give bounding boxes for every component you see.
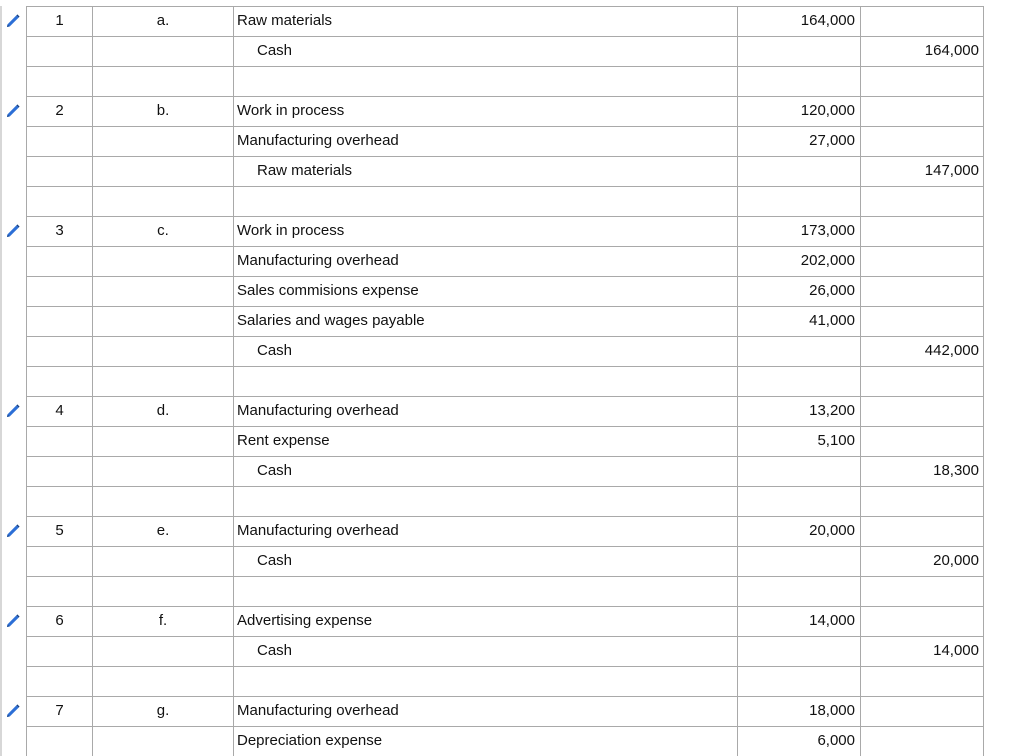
account-title-field[interactable]: Manufacturing overhead: [233, 517, 737, 546]
table-row: [26, 36, 984, 66]
table-row: [26, 96, 984, 126]
transaction-label: b.: [92, 97, 233, 126]
entry-number-cell: [26, 67, 92, 96]
account-title-field[interactable]: Depreciation expense: [233, 727, 737, 756]
table-row: [26, 456, 984, 486]
transaction-label: f.: [92, 607, 233, 636]
entry-number-cell: [26, 577, 92, 606]
table-row: [26, 306, 984, 336]
journal-entry: [26, 6, 984, 96]
edit-entry-button[interactable]: [4, 612, 22, 630]
table-row: [26, 546, 984, 576]
account-title-field[interactable]: Cash: [233, 337, 737, 366]
transaction-cell: [92, 487, 233, 516]
credit-field[interactable]: [860, 577, 984, 606]
debit-field[interactable]: 26,000: [737, 277, 860, 306]
transaction-cell: [92, 457, 233, 486]
entry-number-cell: [26, 307, 92, 336]
debit-field[interactable]: [737, 67, 860, 96]
table-row: [26, 726, 984, 756]
blank-row: [26, 66, 984, 96]
journal-entry: [26, 216, 984, 396]
transaction-label: d.: [92, 397, 233, 426]
transaction-cell: [92, 67, 233, 96]
pencil-icon: [4, 612, 22, 630]
credit-field[interactable]: [860, 427, 984, 456]
table-row: [26, 696, 984, 726]
entry-divider: [0, 96, 2, 216]
blank-row: [26, 666, 984, 696]
debit-field[interactable]: [737, 547, 860, 576]
edit-entry-button[interactable]: [4, 402, 22, 420]
entry-number-cell: [26, 37, 92, 66]
journal-entry: [26, 606, 984, 696]
table-row: [26, 276, 984, 306]
table-row: [26, 216, 984, 246]
credit-field[interactable]: [860, 247, 984, 276]
credit-field[interactable]: [860, 697, 984, 726]
edit-entry-button[interactable]: [4, 12, 22, 30]
debit-field[interactable]: 173,000: [737, 217, 860, 246]
debit-field[interactable]: [737, 637, 860, 666]
pencil-icon: [4, 102, 22, 120]
account-title-field[interactable]: Work in process: [233, 97, 737, 126]
entry-number-cell: [26, 667, 92, 696]
table-row: [26, 426, 984, 456]
credit-field[interactable]: [860, 187, 984, 216]
account-title-field[interactable]: Raw materials: [233, 157, 737, 186]
account-title-field[interactable]: Cash: [233, 37, 737, 66]
credit-field[interactable]: [860, 517, 984, 546]
credit-field[interactable]: [860, 277, 984, 306]
edit-entry-button[interactable]: [4, 522, 22, 540]
account-title-field[interactable]: Advertising expense: [233, 607, 737, 636]
table-row: [26, 336, 984, 366]
credit-field[interactable]: 164,000: [860, 37, 984, 66]
debit-field[interactable]: [737, 487, 860, 516]
transaction-cell: [92, 367, 233, 396]
entry-divider: [0, 216, 2, 396]
credit-field[interactable]: 18,300: [860, 457, 984, 486]
account-title-field[interactable]: Cash: [233, 547, 737, 576]
transaction-cell: [92, 307, 233, 336]
account-title-field[interactable]: Cash: [233, 457, 737, 486]
transaction-label: a.: [92, 7, 233, 36]
entry-number-cell: [26, 637, 92, 666]
entry-number-cell: [26, 247, 92, 276]
blank-row: [26, 186, 984, 216]
transaction-cell: [92, 667, 233, 696]
journal-entry: [26, 516, 984, 606]
debit-field[interactable]: [737, 577, 860, 606]
credit-field[interactable]: [860, 307, 984, 336]
debit-field[interactable]: [737, 367, 860, 396]
credit-field[interactable]: [860, 7, 984, 36]
credit-field[interactable]: [860, 607, 984, 636]
debit-field[interactable]: [737, 187, 860, 216]
entry-number: 1: [26, 7, 92, 36]
entry-number-cell: [26, 487, 92, 516]
entry-number: 2: [26, 97, 92, 126]
blank-row: [26, 366, 984, 396]
transaction-cell: [92, 157, 233, 186]
journal-entry: [26, 696, 984, 756]
pencil-icon: [4, 222, 22, 240]
entry-number: 6: [26, 607, 92, 636]
transaction-cell: [92, 637, 233, 666]
edit-entry-button[interactable]: [4, 222, 22, 240]
entry-divider: [0, 696, 2, 756]
debit-field[interactable]: 13,200: [737, 397, 860, 426]
entry-number-cell: [26, 367, 92, 396]
entry-divider: [0, 606, 2, 696]
entry-number-cell: [26, 727, 92, 756]
transaction-cell: [92, 37, 233, 66]
debit-field[interactable]: [737, 37, 860, 66]
account-title-field[interactable]: Salaries and wages payable: [233, 307, 737, 336]
transaction-cell: [92, 427, 233, 456]
credit-field[interactable]: [860, 217, 984, 246]
credit-field[interactable]: [860, 367, 984, 396]
credit-field[interactable]: 14,000: [860, 637, 984, 666]
credit-field[interactable]: [860, 727, 984, 756]
credit-field[interactable]: [860, 397, 984, 426]
entry-number: 4: [26, 397, 92, 426]
entry-number: 5: [26, 517, 92, 546]
entry-number: 3: [26, 217, 92, 246]
debit-field[interactable]: 14,000: [737, 607, 860, 636]
entry-number-cell: [26, 457, 92, 486]
transaction-cell: [92, 727, 233, 756]
account-title-field[interactable]: Manufacturing overhead: [233, 697, 737, 726]
entry-number-cell: [26, 187, 92, 216]
pencil-icon: [4, 702, 22, 720]
debit-field[interactable]: [737, 457, 860, 486]
account-title-field[interactable]: [233, 487, 737, 516]
transaction-cell: [92, 247, 233, 276]
entry-number-cell: [26, 547, 92, 576]
journal-entry: [26, 96, 984, 216]
debit-field[interactable]: [737, 337, 860, 366]
entry-divider: [0, 396, 2, 516]
debit-field[interactable]: 18,000: [737, 697, 860, 726]
entry-divider: [0, 6, 2, 96]
entry-number-cell: [26, 277, 92, 306]
account-title-field[interactable]: [233, 367, 737, 396]
table-row: [26, 156, 984, 186]
account-title-field[interactable]: Manufacturing overhead: [233, 397, 737, 426]
transaction-cell: [92, 277, 233, 306]
blank-row: [26, 486, 984, 516]
entry-number-cell: [26, 127, 92, 156]
account-title-field[interactable]: Manufacturing overhead: [233, 127, 737, 156]
debit-field[interactable]: 27,000: [737, 127, 860, 156]
account-title-field[interactable]: [233, 67, 737, 96]
entry-number-cell: [26, 427, 92, 456]
transaction-cell: [92, 337, 233, 366]
transaction-label: c.: [92, 217, 233, 246]
transaction-cell: [92, 547, 233, 576]
debit-field[interactable]: [737, 157, 860, 186]
table-row: [26, 246, 984, 276]
transaction-label: e.: [92, 517, 233, 546]
debit-field[interactable]: 5,100: [737, 427, 860, 456]
transaction-cell: [92, 127, 233, 156]
credit-field[interactable]: [860, 67, 984, 96]
blank-row: [26, 576, 984, 606]
account-title-field[interactable]: Raw materials: [233, 7, 737, 36]
credit-field[interactable]: [860, 487, 984, 516]
transaction-label: g.: [92, 697, 233, 726]
pencil-icon: [4, 402, 22, 420]
entry-number: 7: [26, 697, 92, 726]
debit-field[interactable]: 20,000: [737, 517, 860, 546]
account-title-field[interactable]: Work in process: [233, 217, 737, 246]
transaction-cell: [92, 187, 233, 216]
credit-field[interactable]: 147,000: [860, 157, 984, 186]
pencil-icon: [4, 522, 22, 540]
table-row: [26, 636, 984, 666]
debit-field[interactable]: 202,000: [737, 247, 860, 276]
account-title-field[interactable]: [233, 187, 737, 216]
journal-entry: [26, 396, 984, 516]
journal-entry-table: [26, 6, 984, 756]
entry-number-cell: [26, 337, 92, 366]
account-title-field[interactable]: Manufacturing overhead: [233, 247, 737, 276]
edit-entry-button[interactable]: [4, 702, 22, 720]
entry-divider: [0, 516, 2, 606]
credit-field[interactable]: [860, 127, 984, 156]
account-title-field[interactable]: [233, 577, 737, 606]
entry-number-cell: [26, 157, 92, 186]
debit-field[interactable]: 120,000: [737, 97, 860, 126]
transaction-cell: [92, 577, 233, 606]
debit-field[interactable]: 41,000: [737, 307, 860, 336]
table-row: [26, 396, 984, 426]
table-row: [26, 6, 984, 36]
credit-field[interactable]: 442,000: [860, 337, 984, 366]
debit-field[interactable]: [737, 667, 860, 696]
credit-field[interactable]: 20,000: [860, 547, 984, 576]
account-title-field[interactable]: Rent expense: [233, 427, 737, 456]
account-title-field[interactable]: Cash: [233, 637, 737, 666]
account-title-field[interactable]: [233, 667, 737, 696]
debit-field[interactable]: 6,000: [737, 727, 860, 756]
table-row: [26, 126, 984, 156]
edit-entry-button[interactable]: [4, 102, 22, 120]
account-title-field[interactable]: Sales commisions expense: [233, 277, 737, 306]
table-row: [26, 516, 984, 546]
credit-field[interactable]: [860, 97, 984, 126]
table-row: [26, 606, 984, 636]
debit-field[interactable]: 164,000: [737, 7, 860, 36]
credit-field[interactable]: [860, 667, 984, 696]
pencil-icon: [4, 12, 22, 30]
